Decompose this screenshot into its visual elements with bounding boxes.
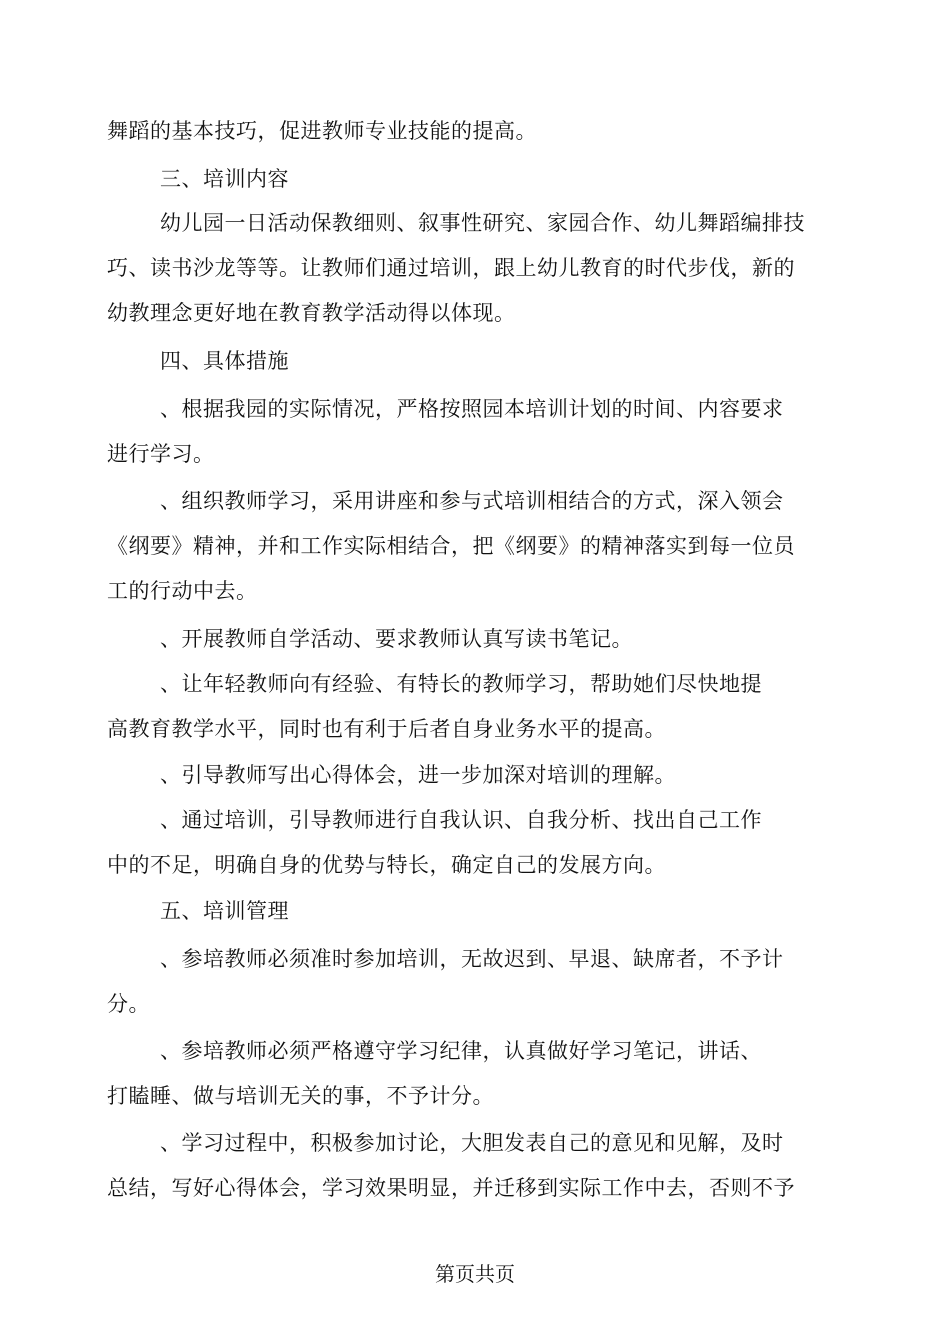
list-item-text: 、让年轻教师向有经验、有特长的教师学习，帮助她们尽快地提: [160, 672, 762, 696]
list-item-text: 、学习过程中，积极参加讨论，大胆发表自己的意见和见解，及时: [160, 1131, 784, 1155]
section-heading-training-content: 三、培训内容: [160, 167, 289, 191]
list-item-text: 进行学习。: [107, 442, 215, 466]
list-item-text: 、参培教师必须准时参加培训，无故迟到、早退、缺席者，不予计: [160, 947, 784, 971]
section-heading-specific-measures: 四、具体措施: [160, 349, 289, 373]
list-item-text: 、组织教师学习，采用讲座和参与式培训相结合的方式，深入领会: [160, 489, 784, 513]
list-item-text: 、引导教师写出心得体会，进一步加深对培训的理解。: [160, 763, 676, 787]
list-item-text: 总结，写好心得体会，学习效果明显，并迁移到实际工作中去，否则不予: [107, 1176, 795, 1200]
body-text-line: 巧、读书沙龙等等。让教师们通过培训，跟上幼儿教育的时代步伐，新的: [107, 256, 795, 280]
list-item-text: 中的不足，明确自身的优势与特长，确定自己的发展方向。: [107, 853, 666, 877]
list-item-text: 打瞌睡、做与培训无关的事，不予计分。: [107, 1084, 494, 1108]
page-footer: 第页共页: [435, 1262, 515, 1286]
list-item-text: 、根据我园的实际情况，严格按照园本培训计划的时间、内容要求: [160, 397, 784, 421]
list-item-text: 工的行动中去。: [107, 579, 258, 603]
list-item-text: 、通过培训，引导教师进行自我认识、自我分析、找出自己工作: [160, 808, 762, 832]
list-item-text: 、参培教师必须严格遵守学习纪律，认真做好学习笔记，讲话、: [160, 1039, 762, 1063]
body-text-line: 舞蹈的基本技巧，促进教师专业技能的提高。: [107, 119, 537, 143]
section-heading-training-management: 五、培训管理: [160, 899, 289, 923]
list-item-text: 分。: [107, 992, 150, 1016]
body-text-line: 幼儿园一日活动保教细则、叙事性研究、家园合作、幼儿舞蹈编排技: [160, 211, 805, 235]
list-item-text: 高教育教学水平，同时也有利于后者自身业务水平的提高。: [107, 717, 666, 741]
list-item-text: 、开展教师自学活动、要求教师认真写读书笔记。: [160, 627, 633, 651]
body-text-line: 幼教理念更好地在教育教学活动得以体现。: [107, 301, 516, 325]
list-item-text: 《纲要》精神，并和工作实际相结合，把《纲要》的精神落实到每一位员: [107, 534, 795, 558]
